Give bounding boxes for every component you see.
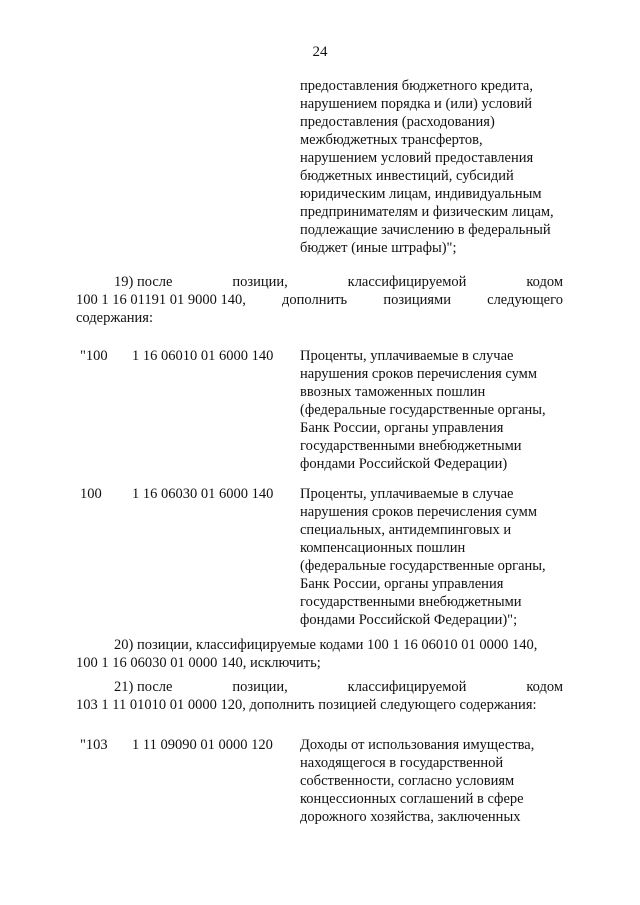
text-line: бюджет (иные штрафы)";: [300, 240, 457, 256]
entry-classification-code: 1 11 09090 01 0000 120: [132, 737, 273, 753]
text-line: содержания:: [76, 310, 154, 326]
justified-line: [76, 291, 563, 309]
entry-description: [300, 736, 585, 826]
text-line: предпринимателям и физическим лицам,: [300, 204, 554, 220]
text-line: нарушением порядка и (или) условий: [300, 96, 533, 112]
text-line: собственности, согласно условиям: [300, 773, 515, 789]
text-line: нарушением условий предоставления: [300, 150, 534, 166]
text-line: Банк России, органы управления: [300, 576, 504, 592]
paragraph-item-20: [76, 636, 563, 672]
page-number: 24: [312, 44, 328, 60]
text-line: государственными внебюджетными: [300, 438, 522, 454]
text-line: Банк России, органы управления: [300, 420, 504, 436]
text-line: (федеральные государственные органы,: [300, 558, 546, 574]
text-line: специальных, антидемпинговых и: [300, 522, 512, 538]
word: позиции,: [232, 274, 288, 290]
paragraph-item-19: [76, 273, 563, 327]
text-line: юридическим лицам, индивидуальным: [300, 186, 542, 202]
text-line: нарушения сроков перечисления сумм: [300, 504, 538, 520]
justified-line: [76, 273, 563, 291]
text-line: фондами Российской Федерации): [300, 456, 508, 472]
word: позициями: [383, 292, 451, 308]
text-line: концессионных соглашений в сфере: [300, 791, 524, 807]
entry-description: [300, 485, 585, 629]
text-line: ввозных таможенных пошлин: [300, 384, 486, 400]
word: позиции,: [232, 679, 288, 695]
entry-admin-code: 100: [80, 486, 102, 502]
text-line: компенсационных пошлин: [300, 540, 466, 556]
word: 21) после: [114, 679, 173, 695]
text-line: межбюджетных трансфертов,: [300, 132, 483, 148]
text-line: Проценты, уплачиваемые в случае: [300, 486, 514, 502]
text-line: подлежащие зачислению в федеральный: [300, 222, 551, 238]
continued-description: [300, 77, 585, 257]
entry-admin-code: "103: [80, 737, 108, 753]
text-line: предоставления (расходования): [300, 114, 495, 130]
entry-description: [300, 347, 585, 473]
text-line: Проценты, уплачиваемые в случае: [300, 348, 514, 364]
text-line: (федеральные государственные органы,: [300, 402, 546, 418]
word: классифицируемой: [347, 679, 467, 695]
text-line: находящегося в государственной: [300, 755, 504, 771]
justified-line: [76, 678, 563, 696]
text-line: бюджетных инвестиций, субсидий: [300, 168, 514, 184]
text-line: 103 1 11 01010 01 0000 120, дополнить позицией следующего содержания:: [76, 697, 537, 713]
word: кодом: [526, 274, 563, 290]
text-line: Доходы от использования имущества,: [300, 737, 535, 753]
text-line: дорожного хозяйства, заключенных: [300, 809, 521, 825]
text-line: 100 1 16 06030 01 0000 140, исключить;: [76, 655, 321, 671]
text-line: 20) позиции, классифицируемые кодами 100 1 16 06010 01 0000 140,: [114, 637, 538, 653]
entry-classification-code: 1 16 06030 01 6000 140: [132, 486, 274, 502]
text-line: предоставления бюджетного кредита,: [300, 78, 533, 94]
text-line: нарушения сроков перечисления сумм: [300, 366, 538, 382]
word: кодом: [526, 679, 563, 695]
text-line: государственными внебюджетными: [300, 594, 522, 610]
text-line: фондами Российской Федерации)";: [300, 612, 518, 628]
word: следующего: [487, 292, 563, 308]
paragraph-item-21: [76, 678, 563, 714]
word: 19) после: [114, 274, 173, 290]
word: классифицируемой: [347, 274, 467, 290]
word: дополнить: [282, 292, 348, 308]
entry-admin-code: "100: [80, 348, 108, 364]
word: 100 1 16 01191 01 9000 140,: [76, 292, 246, 308]
entry-classification-code: 1 16 06010 01 6000 140: [132, 348, 274, 364]
